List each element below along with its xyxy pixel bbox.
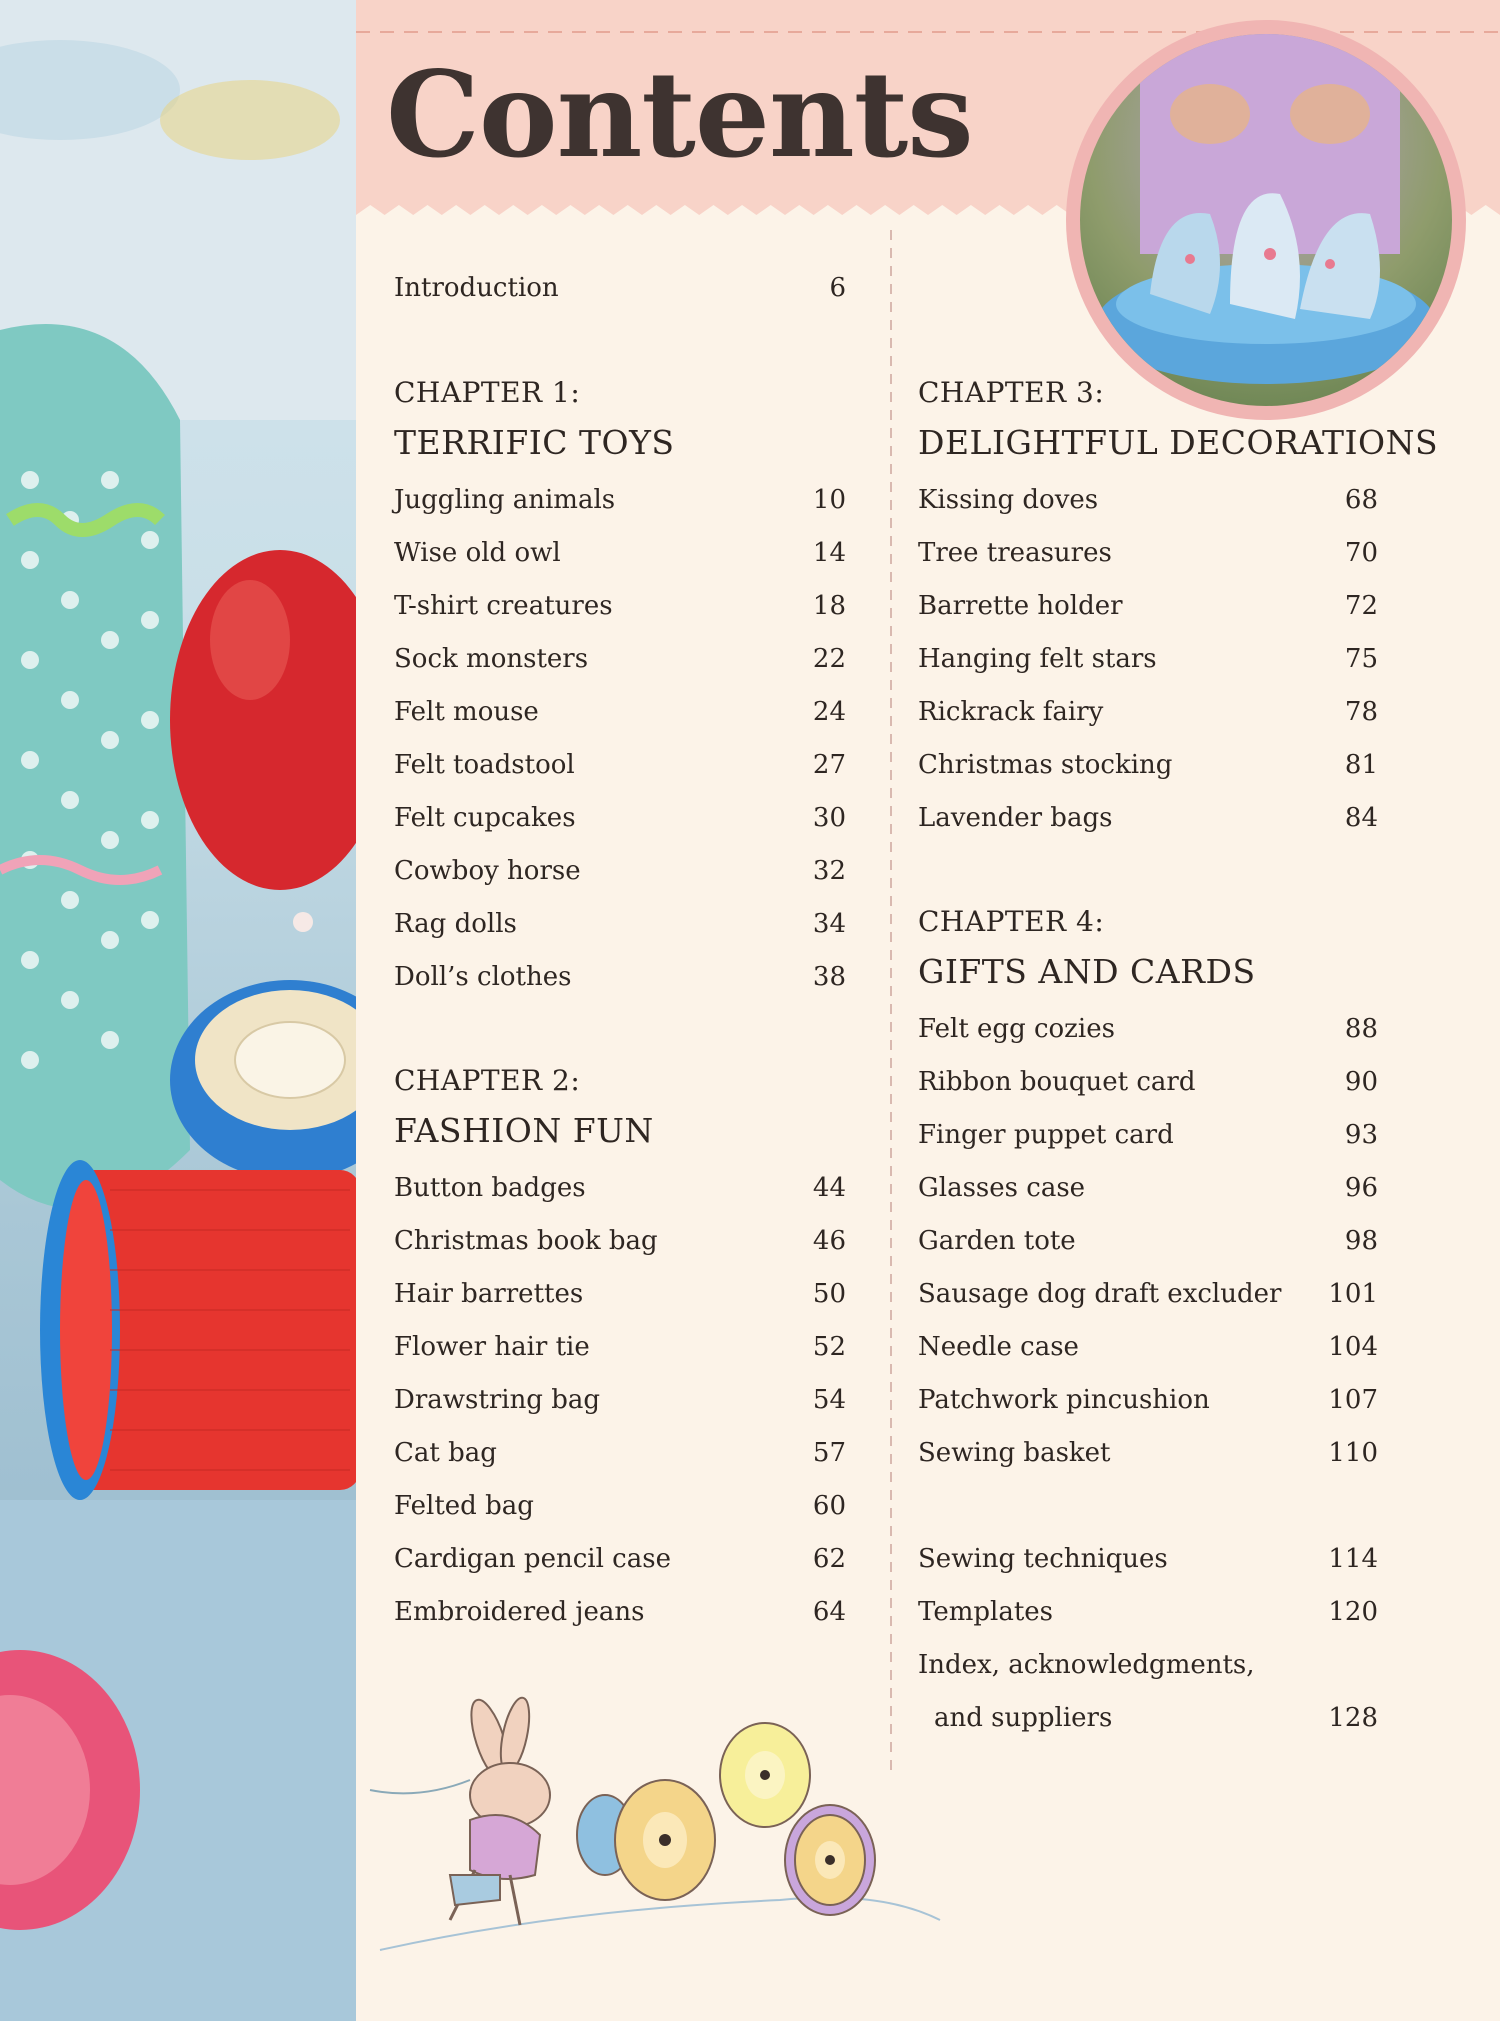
toc-item[interactable] (394, 1380, 846, 1420)
toc-item-label: Rag dolls (394, 909, 517, 939)
toc-item[interactable] (394, 745, 846, 785)
toc-item[interactable] (918, 639, 1378, 679)
toc-item[interactable] (918, 586, 1378, 626)
toc-item[interactable] (394, 1327, 846, 1367)
toc-item-label: Introduction (394, 273, 559, 303)
toc-item-label: Felt mouse (394, 697, 539, 727)
toc-item-label: T-shirt creatures (394, 591, 613, 621)
toc-item-page: 84 (1344, 803, 1378, 833)
toc-item[interactable] (394, 904, 846, 944)
toc-item-label: Doll’s clothes (394, 962, 572, 992)
toc-item-label: Felt cupcakes (394, 803, 576, 833)
toc-item-page: 38 (812, 962, 846, 992)
toc-item-label: Flower hair tie (394, 1332, 590, 1362)
toc-item-page: 96 (1344, 1173, 1378, 1203)
toc-item-label: Glasses case (918, 1173, 1086, 1203)
photo-lavender-bags (1066, 20, 1466, 420)
toc-item[interactable] (918, 1274, 1378, 1314)
toc-item-label: Index, acknowledgments, (918, 1650, 1255, 1680)
toc-item-label: Patchwork pincushion (918, 1385, 1210, 1415)
toc-item-page: 75 (1344, 644, 1378, 674)
toc-item-label: Cat bag (394, 1438, 497, 1468)
toc-item[interactable] (918, 1115, 1378, 1155)
toc-item-label: Ribbon bouquet card (918, 1067, 1196, 1097)
toc-item-page: 70 (1344, 538, 1378, 568)
sewing-supplies-illustration (0, 0, 356, 2021)
toc-item[interactable] (918, 692, 1378, 732)
toc-item[interactable] (918, 1645, 1378, 1685)
toc-item-page: 72 (1344, 591, 1378, 621)
toc-item-page: 32 (812, 856, 846, 886)
toc-item-page: 88 (1344, 1014, 1378, 1044)
toc-item[interactable] (394, 586, 846, 626)
chapter-4-title: GIFTS AND CARDS (918, 952, 1256, 991)
toc-item-page: 114 (1328, 1544, 1378, 1574)
toc-item-page: 110 (1328, 1438, 1378, 1468)
toc-item-page: 107 (1328, 1385, 1378, 1415)
toc-item-label: Felt egg cozies (918, 1014, 1115, 1044)
toc-item-label: Drawstring bag (394, 1385, 601, 1415)
toc-item-introduction[interactable] (394, 268, 846, 308)
photo-lavender-bags-image (1080, 34, 1452, 406)
toc-item-label: Rickrack fairy (918, 697, 1104, 727)
chapter-1-label: CHAPTER 1: (394, 376, 581, 409)
toc-item[interactable] (394, 692, 846, 732)
toc-item-label: Sewing basket (918, 1438, 1111, 1468)
toc-item-page: 46 (812, 1226, 846, 1256)
toc-item-label: Sewing techniques (918, 1544, 1168, 1574)
toc-item-page: 44 (812, 1173, 846, 1203)
toc-item-page: 6 (829, 273, 846, 303)
toc-item-page: 57 (812, 1438, 846, 1468)
toc-item[interactable] (918, 1380, 1378, 1420)
toc-item-label: Hanging felt stars (918, 644, 1157, 674)
toc-item[interactable] (918, 1592, 1378, 1632)
toc-item-page: 68 (1344, 485, 1378, 515)
toc-item-page: 22 (812, 644, 846, 674)
toc-item[interactable] (394, 639, 846, 679)
toc-item-label: Cowboy horse (394, 856, 581, 886)
rabbit-spools-illustration (360, 1660, 960, 1960)
toc-item-label: Garden tote (918, 1226, 1076, 1256)
toc-item[interactable] (394, 480, 846, 520)
toc-item-label: Felt toadstool (394, 750, 575, 780)
toc-item-page: 54 (812, 1385, 846, 1415)
toc-item[interactable] (394, 1433, 846, 1473)
chapter-4-label: CHAPTER 4: (918, 905, 1105, 938)
toc-item-label: Templates (918, 1597, 1054, 1627)
toc-item[interactable] (918, 1433, 1378, 1473)
toc-item-page: 81 (1344, 750, 1378, 780)
toc-item-label: Button badges (394, 1173, 586, 1203)
toc-item-page: 60 (812, 1491, 846, 1521)
toc-item-page: 24 (812, 697, 846, 727)
toc-item[interactable] (394, 851, 846, 891)
toc-item[interactable] (394, 957, 846, 997)
toc-item[interactable] (918, 1698, 1378, 1738)
toc-item[interactable] (918, 1539, 1378, 1579)
toc-item[interactable] (394, 798, 846, 838)
toc-item-label: Christmas stocking (918, 750, 1173, 780)
toc-item-label: Lavender bags (918, 803, 1113, 833)
toc-item-label: Hair barrettes (394, 1279, 584, 1309)
toc-item[interactable] (918, 1062, 1378, 1102)
toc-item-page: 27 (812, 750, 846, 780)
toc-item-label: Barrette holder (918, 591, 1123, 621)
toc-item-label: and suppliers (934, 1703, 1113, 1733)
toc-item-label: Embroidered jeans (394, 1597, 645, 1627)
toc-item-page: 52 (812, 1332, 846, 1362)
toc-item-page: 10 (812, 485, 846, 515)
toc-item-page: 104 (1328, 1332, 1378, 1362)
toc-item-label: Christmas book bag (394, 1226, 658, 1256)
toc-item[interactable] (918, 533, 1378, 573)
toc-item-page: 93 (1344, 1120, 1378, 1150)
toc-item-page: 78 (1344, 697, 1378, 727)
toc-item-page: 98 (1344, 1226, 1378, 1256)
toc-item[interactable] (918, 1009, 1378, 1049)
toc-item[interactable] (394, 533, 846, 573)
toc-item[interactable] (394, 1221, 846, 1261)
chapter-2-label: CHAPTER 2: (394, 1064, 581, 1097)
toc-item-page: 101 (1328, 1279, 1378, 1309)
toc-item[interactable] (394, 1168, 846, 1208)
toc-item[interactable] (394, 1486, 846, 1526)
toc-item[interactable] (394, 1274, 846, 1314)
toc-item-label: Cardigan pencil case (394, 1544, 671, 1574)
toc-item[interactable] (394, 1592, 846, 1632)
toc-item-label: Juggling animals (394, 485, 616, 515)
toc-item-label: Kissing doves (918, 485, 1099, 515)
toc-item[interactable] (918, 1168, 1378, 1208)
toc-item-label: Needle case (918, 1332, 1079, 1362)
toc-item[interactable] (918, 1221, 1378, 1261)
toc-item-page: 128 (1328, 1703, 1378, 1733)
toc-item-page: 120 (1328, 1597, 1378, 1627)
toc-item-label: Felted bag (394, 1491, 534, 1521)
chapter-1-title: TERRIFIC TOYS (394, 423, 675, 462)
toc-item-label: Sock monsters (394, 644, 589, 674)
toc-item[interactable] (918, 480, 1378, 520)
toc-item-page: 34 (812, 909, 846, 939)
toc-item[interactable] (918, 798, 1378, 838)
toc-item-label: Wise old owl (394, 538, 561, 568)
chapter-3-title: DELIGHTFUL DECORATIONS (918, 423, 1439, 462)
toc-item-page: 18 (812, 591, 846, 621)
toc-item-page: 64 (812, 1597, 846, 1627)
toc-item-page: 14 (812, 538, 846, 568)
page-title: Contents (386, 45, 973, 184)
column-divider (890, 230, 892, 1770)
toc-item-label: Sausage dog draft excluder (918, 1279, 1282, 1309)
chapter-2-title: FASHION FUN (394, 1111, 654, 1150)
toc-item-page: 30 (812, 803, 846, 833)
toc-item-page: 50 (812, 1279, 846, 1309)
toc-item-page: 90 (1344, 1067, 1378, 1097)
toc-item-label: Tree treasures (918, 538, 1112, 568)
toc-item-page: 62 (812, 1544, 846, 1574)
toc-item[interactable] (394, 1539, 846, 1579)
toc-item[interactable] (918, 745, 1378, 785)
toc-item[interactable] (918, 1327, 1378, 1367)
left-photo-sewing-supplies (0, 0, 356, 2021)
toc-item-label: Finger puppet card (918, 1120, 1174, 1150)
chapter-3-label: CHAPTER 3: (918, 376, 1105, 409)
